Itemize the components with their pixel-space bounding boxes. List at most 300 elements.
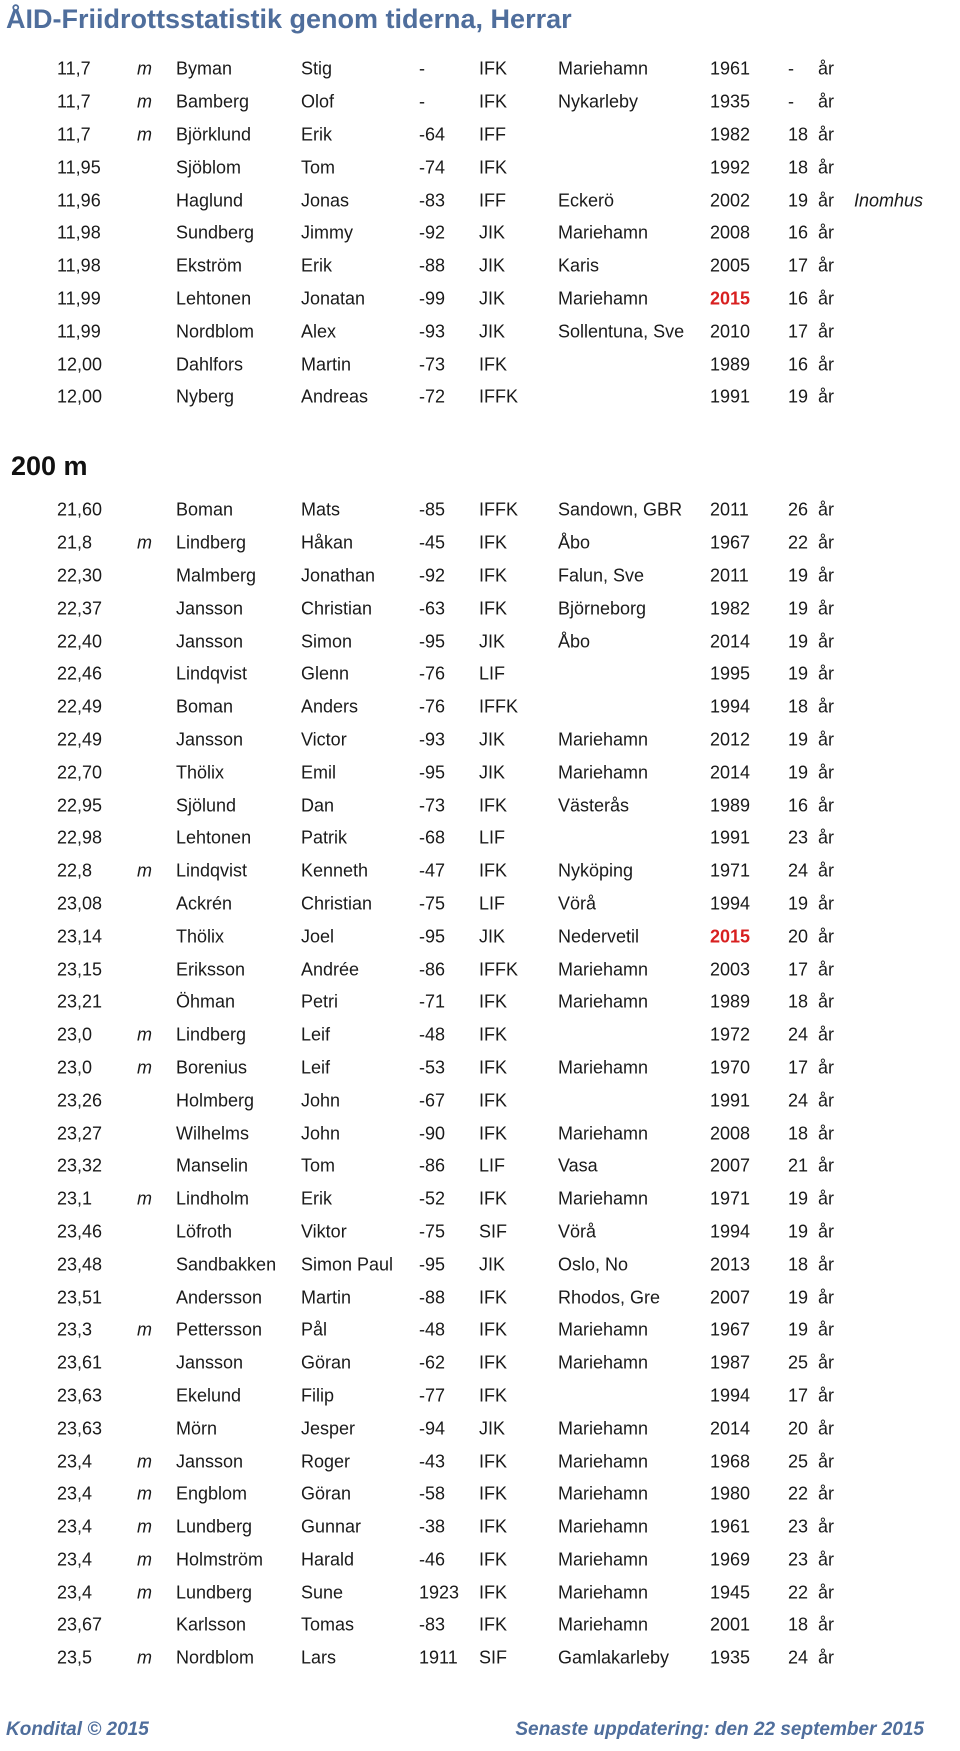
age-unit-cell: år <box>818 532 835 553</box>
firstname-cell: Petri <box>301 991 339 1012</box>
table-row <box>0 1445 960 1478</box>
result-cell: 23,32 <box>57 1155 103 1176</box>
birth-year-cell: -95 <box>419 1254 446 1275</box>
result-cell: 22,46 <box>57 663 103 684</box>
age-cell: - <box>788 58 794 79</box>
result-cell: 21,8 <box>57 532 93 553</box>
club-cell: IFK <box>479 1516 508 1537</box>
club-cell: JIK <box>479 288 506 309</box>
age-cell: 16 <box>788 222 809 243</box>
manual-timing-cell: m <box>137 532 152 553</box>
surname-cell: Andersson <box>176 1287 263 1308</box>
firstname-cell: Andrée <box>301 959 360 980</box>
age-unit-cell: år <box>818 729 835 750</box>
year-cell: 2003 <box>710 959 751 980</box>
table-row <box>0 527 960 560</box>
birth-year-cell: -52 <box>419 1188 446 1209</box>
surname-cell: Wilhelms <box>176 1123 250 1144</box>
club-cell: IFFK <box>479 499 518 520</box>
age-unit-cell: år <box>818 1418 835 1439</box>
club-cell: LIF <box>479 663 506 684</box>
age-cell: 17 <box>788 321 809 342</box>
place-cell: Rhodos, Gre <box>558 1287 661 1308</box>
surname-cell: Nordblom <box>176 1647 255 1668</box>
birth-year-cell: -63 <box>419 598 446 619</box>
age-cell: 18 <box>788 1123 809 1144</box>
result-cell: 23,61 <box>57 1352 103 1373</box>
manual-timing-cell: m <box>137 1516 152 1537</box>
club-cell: IFK <box>479 1582 508 1603</box>
result-cell: 11,95 <box>57 157 101 178</box>
place-cell: Vasa <box>558 1155 598 1176</box>
firstname-cell: Jonathan <box>301 565 376 586</box>
place-cell: Mariehamn <box>558 1123 649 1144</box>
place-cell: Mariehamn <box>558 991 649 1012</box>
firstname-cell: Joel <box>301 926 335 947</box>
firstname-cell: Kenneth <box>301 860 369 881</box>
club-cell: IFK <box>479 532 508 553</box>
age-cell: 24 <box>788 1090 809 1111</box>
club-cell: JIK <box>479 631 506 652</box>
club-cell: IFF <box>479 124 506 145</box>
year-cell: 2002 <box>710 190 751 211</box>
age-cell: 24 <box>788 860 809 881</box>
year-cell: 1967 <box>710 1319 751 1340</box>
result-cell: 22,30 <box>57 565 103 586</box>
surname-cell: Sjölund <box>176 795 237 816</box>
place-cell: Mariehamn <box>558 1451 649 1471</box>
birth-year-cell: 1923 <box>419 1582 460 1603</box>
age-unit-cell: år <box>818 288 835 309</box>
table-row <box>0 1248 960 1281</box>
year-cell: 1991 <box>710 386 751 407</box>
result-cell: 11,7 <box>57 58 91 79</box>
table-row <box>0 920 960 953</box>
result-cell: 23,3 <box>57 1319 93 1340</box>
place-cell: Mariehamn <box>558 1352 649 1373</box>
surname-cell: Holmberg <box>176 1090 255 1111</box>
table-row <box>0 1412 960 1445</box>
result-cell: 22,49 <box>57 696 103 717</box>
birth-year-cell: -95 <box>419 762 446 783</box>
surname-cell: Jansson <box>176 598 244 619</box>
table-row <box>0 1478 960 1511</box>
year-cell: 1989 <box>710 991 751 1012</box>
year-cell: 2007 <box>710 1287 751 1308</box>
result-cell: 23,0 <box>57 1024 93 1045</box>
year-cell: 2001 <box>710 1614 751 1635</box>
age-cell: 18 <box>788 696 809 717</box>
surname-cell: Lindberg <box>176 1024 247 1045</box>
year-cell: 2007 <box>710 1155 751 1176</box>
surname-cell: Mörn <box>176 1418 218 1439</box>
result-cell: 23,1 <box>57 1188 93 1209</box>
age-cell: 18 <box>788 124 809 145</box>
place-cell: Mariehamn <box>558 1549 649 1570</box>
manual-timing-cell: m <box>137 1647 152 1668</box>
birth-year-cell: -85 <box>419 499 446 520</box>
firstname-cell: Patrik <box>301 827 348 848</box>
surname-cell: Malmberg <box>176 565 257 586</box>
age-cell: 25 <box>788 1352 809 1373</box>
year-cell: 1994 <box>710 893 751 914</box>
surname-cell: Lundberg <box>176 1582 253 1603</box>
surname-cell: Lindberg <box>176 532 247 553</box>
result-cell: 23,08 <box>57 893 103 914</box>
club-cell: IFK <box>479 354 508 375</box>
place-cell: Mariehamn <box>558 1319 649 1340</box>
age-cell: 19 <box>788 631 809 652</box>
age-unit-cell: år <box>818 124 835 145</box>
place-cell: Mariehamn <box>558 1418 649 1439</box>
surname-cell: Manselin <box>176 1155 249 1176</box>
birth-year-cell: -75 <box>419 893 446 914</box>
birth-year-cell: -68 <box>419 827 446 848</box>
table-row <box>0 53 960 86</box>
table-row <box>0 1019 960 1052</box>
club-cell: IFFK <box>479 386 518 407</box>
birth-year-cell: -77 <box>419 1385 446 1406</box>
club-cell: IFK <box>479 1188 508 1209</box>
place-cell: Mariehamn <box>558 762 649 783</box>
table-row <box>0 86 960 119</box>
result-cell: 21,60 <box>57 499 103 520</box>
table-row <box>0 658 960 691</box>
age-unit-cell: år <box>818 222 835 243</box>
club-cell: JIK <box>479 926 506 947</box>
year-cell: 1980 <box>710 1483 751 1504</box>
age-cell: 19 <box>788 1221 809 1242</box>
place-cell: Nykarleby <box>558 91 639 112</box>
year-cell: 2013 <box>710 1254 751 1275</box>
club-cell: IFK <box>479 1385 508 1406</box>
result-cell: 11,98 <box>57 255 101 276</box>
footer-last-updated: Senaste uppdatering: den 22 september 2015 <box>515 1719 924 1740</box>
club-cell: LIF <box>479 827 506 848</box>
club-cell: JIK <box>479 255 506 276</box>
year-cell: 2014 <box>710 631 751 652</box>
age-unit-cell: år <box>818 354 835 375</box>
year-cell: 1994 <box>710 696 751 717</box>
age-unit-cell: år <box>818 91 835 112</box>
year-cell: 1991 <box>710 1090 751 1111</box>
firstname-cell: Harald <box>301 1549 355 1570</box>
result-cell: 11,99 <box>57 288 101 309</box>
place-cell: Falun, Sve <box>558 565 645 586</box>
result-cell: 23,14 <box>57 926 103 947</box>
result-cell: 23,4 <box>57 1483 93 1504</box>
birth-year-cell: -95 <box>419 631 446 652</box>
birth-year-cell: -73 <box>419 354 446 375</box>
firstname-cell: Jonas <box>301 190 350 211</box>
table-row <box>0 592 960 625</box>
club-cell: JIK <box>479 222 506 243</box>
result-cell: 11,98 <box>57 222 101 243</box>
place-cell: Karis <box>558 255 600 276</box>
firstname-cell: Stig <box>301 58 333 79</box>
table-row <box>0 151 960 184</box>
manual-timing-cell: m <box>137 1024 152 1045</box>
age-unit-cell: år <box>818 1057 835 1078</box>
birth-year-cell: -92 <box>419 222 446 243</box>
age-cell: 25 <box>788 1451 809 1471</box>
firstname-cell: Leif <box>301 1024 331 1045</box>
age-cell: 22 <box>788 1483 809 1504</box>
surname-cell: Dahlfors <box>176 354 244 375</box>
year-cell: 2012 <box>710 729 751 750</box>
place-cell: Mariehamn <box>558 1582 649 1603</box>
age-cell: 17 <box>788 1385 809 1406</box>
table-row <box>0 1150 960 1183</box>
table-row <box>0 1576 960 1609</box>
age-unit-cell: år <box>818 1385 835 1406</box>
place-cell: Mariehamn <box>558 58 649 79</box>
club-cell: IFFK <box>479 959 518 980</box>
age-cell: 20 <box>788 926 809 947</box>
year-cell: 1991 <box>710 827 751 848</box>
age-unit-cell: år <box>818 386 835 407</box>
place-cell: Mariehamn <box>558 1614 649 1635</box>
surname-cell: Jansson <box>176 1451 244 1471</box>
club-cell: IFK <box>479 1287 508 1308</box>
club-cell: IFK <box>479 91 508 112</box>
manual-timing-cell: m <box>137 1582 152 1603</box>
surname-cell: Lehtonen <box>176 288 252 309</box>
age-cell: 18 <box>788 1614 809 1635</box>
surname-cell: Bamberg <box>176 91 250 112</box>
firstname-cell: Erik <box>301 1188 332 1209</box>
place-cell: Åbo <box>558 631 591 652</box>
surname-cell: Jansson <box>176 729 244 750</box>
result-cell: 11,96 <box>57 190 101 211</box>
birth-year-cell: -93 <box>419 321 446 342</box>
year-cell: 2011 <box>710 565 749 586</box>
age-unit-cell: år <box>818 1614 835 1635</box>
result-cell: 23,4 <box>57 1582 93 1603</box>
result-cell: 23,0 <box>57 1057 93 1078</box>
firstname-cell: John <box>301 1090 341 1111</box>
table-row <box>0 184 960 217</box>
manual-timing-cell: m <box>137 1188 152 1209</box>
table-row <box>0 217 960 250</box>
surname-cell: Sjöblom <box>176 157 242 178</box>
result-cell: 22,98 <box>57 827 103 848</box>
year-cell: 1967 <box>710 532 751 553</box>
year-cell: 1994 <box>710 1221 751 1242</box>
firstname-cell: John <box>301 1123 341 1144</box>
firstname-cell: Christian <box>301 893 373 914</box>
birth-year-cell: -53 <box>419 1057 446 1078</box>
manual-timing-cell: m <box>137 91 152 112</box>
year-cell: 2015 <box>710 288 751 309</box>
firstname-cell: Viktor <box>301 1221 347 1242</box>
firstname-cell: Alex <box>301 321 337 342</box>
table-row <box>0 1642 960 1675</box>
place-cell: Mariehamn <box>558 1057 649 1078</box>
surname-cell: Lundberg <box>176 1516 253 1537</box>
result-cell: 22,95 <box>57 795 103 816</box>
birth-year-cell: -76 <box>419 663 446 684</box>
birth-year-cell: -71 <box>419 991 446 1012</box>
birth-year-cell: -93 <box>419 729 446 750</box>
age-unit-cell: år <box>818 1549 835 1570</box>
firstname-cell: Simon <box>301 631 353 652</box>
place-cell: Vörå <box>558 1221 597 1242</box>
surname-cell: Lehtonen <box>176 827 252 848</box>
age-cell: 19 <box>788 565 809 586</box>
surname-cell: Öhman <box>176 991 236 1012</box>
surname-cell: Thölix <box>176 926 225 947</box>
surname-cell: Holmström <box>176 1549 264 1570</box>
age-cell: 23 <box>788 1549 809 1570</box>
firstname-cell: Emil <box>301 762 336 783</box>
year-cell: 1935 <box>710 91 751 112</box>
surname-cell: Ekelund <box>176 1385 242 1406</box>
club-cell: JIK <box>479 762 506 783</box>
age-unit-cell: år <box>818 1647 835 1668</box>
firstname-cell: Anders <box>301 696 359 717</box>
club-cell: JIK <box>479 1418 506 1439</box>
age-cell: 19 <box>788 386 809 407</box>
firstname-cell: Filip <box>301 1385 335 1406</box>
year-cell: 2008 <box>710 1123 751 1144</box>
age-cell: 22 <box>788 532 809 553</box>
club-cell: IFFK <box>479 696 518 717</box>
place-cell: Mariehamn <box>558 1483 649 1504</box>
age-unit-cell: år <box>818 255 835 276</box>
age-unit-cell: år <box>818 1155 835 1176</box>
year-cell: 1971 <box>710 1188 751 1209</box>
year-cell: 1989 <box>710 354 751 375</box>
age-unit-cell: år <box>818 926 835 947</box>
age-cell: 18 <box>788 157 809 178</box>
surname-cell: Engblom <box>176 1483 248 1504</box>
birth-year-cell: -46 <box>419 1549 446 1570</box>
age-cell: 17 <box>788 255 809 276</box>
age-cell: 26 <box>788 499 809 520</box>
surname-cell: Eriksson <box>176 959 246 980</box>
result-cell: 22,70 <box>57 762 103 783</box>
year-cell: 2014 <box>710 762 751 783</box>
firstname-cell: Roger <box>301 1451 351 1471</box>
birth-year-cell: - <box>419 91 425 112</box>
page-title: ÅID-Friidrottsstatistik genom tiderna, Herrar <box>6 4 572 34</box>
note-cell: Inomhus <box>854 190 924 211</box>
age-cell: 19 <box>788 190 809 211</box>
table-row <box>0 756 960 789</box>
club-cell: IFK <box>479 58 508 79</box>
birth-year-cell: -88 <box>419 1287 446 1308</box>
age-cell: 19 <box>788 893 809 914</box>
year-cell: 2015 <box>710 926 751 947</box>
table-row <box>0 1347 960 1380</box>
age-unit-cell: år <box>818 1319 835 1340</box>
firstname-cell: Leif <box>301 1057 331 1078</box>
age-cell: 17 <box>788 1057 809 1078</box>
birth-year-cell: -58 <box>419 1483 446 1504</box>
firstname-cell: Dan <box>301 795 335 816</box>
firstname-cell: Martin <box>301 354 352 375</box>
birth-year-cell: -94 <box>419 1418 446 1439</box>
year-cell: 1970 <box>710 1057 751 1078</box>
manual-timing-cell: m <box>137 1319 152 1340</box>
birth-year-cell: -62 <box>419 1352 446 1373</box>
birth-year-cell: -48 <box>419 1024 446 1045</box>
result-cell: 23,67 <box>57 1614 103 1635</box>
table-row <box>0 1052 960 1085</box>
age-unit-cell: år <box>818 1483 835 1504</box>
firstname-cell: Erik <box>301 124 332 145</box>
firstname-cell: Pål <box>301 1319 328 1340</box>
surname-cell: Boman <box>176 499 234 520</box>
club-cell: IFK <box>479 565 508 586</box>
birth-year-cell: -92 <box>419 565 446 586</box>
table-row <box>0 986 960 1019</box>
result-cell: 23,63 <box>57 1418 103 1439</box>
result-cell: 23,4 <box>57 1451 93 1471</box>
table-row <box>0 1117 960 1150</box>
year-cell: 2005 <box>710 255 751 276</box>
age-cell: 19 <box>788 1188 809 1209</box>
year-cell: 2014 <box>710 1418 751 1439</box>
surname-cell: Jansson <box>176 631 244 652</box>
year-cell: 1994 <box>710 1385 751 1406</box>
firstname-cell: Tom <box>301 1155 336 1176</box>
firstname-cell: Lars <box>301 1647 337 1668</box>
surname-cell: Sandbakken <box>176 1254 277 1275</box>
firstname-cell: Jonatan <box>301 288 366 309</box>
age-unit-cell: år <box>818 1024 835 1045</box>
result-cell: 23,51 <box>57 1287 103 1308</box>
result-cell: 22,40 <box>57 631 103 652</box>
result-cell: 22,37 <box>57 598 103 619</box>
table-row <box>0 250 960 283</box>
club-cell: IFK <box>479 598 508 619</box>
firstname-cell: Christian <box>301 598 373 619</box>
surname-cell: Nyberg <box>176 386 235 407</box>
birth-year-cell: -67 <box>419 1090 446 1111</box>
place-cell: Mariehamn <box>558 959 649 980</box>
firstname-cell: Tomas <box>301 1614 355 1635</box>
age-unit-cell: år <box>818 1188 835 1209</box>
result-cell: 23,5 <box>57 1647 93 1668</box>
club-cell: IFK <box>479 795 508 816</box>
results-table-100m-continued <box>0 53 960 414</box>
manual-timing-cell: m <box>137 1549 152 1570</box>
surname-cell: Karlsson <box>176 1614 247 1635</box>
year-cell: 1995 <box>710 663 751 684</box>
table-row <box>0 1380 960 1413</box>
age-unit-cell: år <box>818 499 835 520</box>
table-row <box>0 855 960 888</box>
year-cell: 1935 <box>710 1647 751 1668</box>
year-cell: 1961 <box>710 58 751 79</box>
place-cell: Mariehamn <box>558 222 649 243</box>
manual-timing-cell: m <box>137 124 152 145</box>
birth-year-cell: -43 <box>419 1451 446 1471</box>
age-cell: 21 <box>788 1155 809 1176</box>
age-cell: 23 <box>788 827 809 848</box>
age-cell: - <box>788 91 794 112</box>
place-cell: Västerås <box>558 795 630 816</box>
club-cell: IFK <box>479 860 508 881</box>
result-cell: 23,4 <box>57 1549 93 1570</box>
age-unit-cell: år <box>818 598 835 619</box>
table-row <box>0 315 960 348</box>
place-cell: Åbo <box>558 532 591 553</box>
table-row <box>0 691 960 724</box>
club-cell: IFK <box>479 1319 508 1340</box>
